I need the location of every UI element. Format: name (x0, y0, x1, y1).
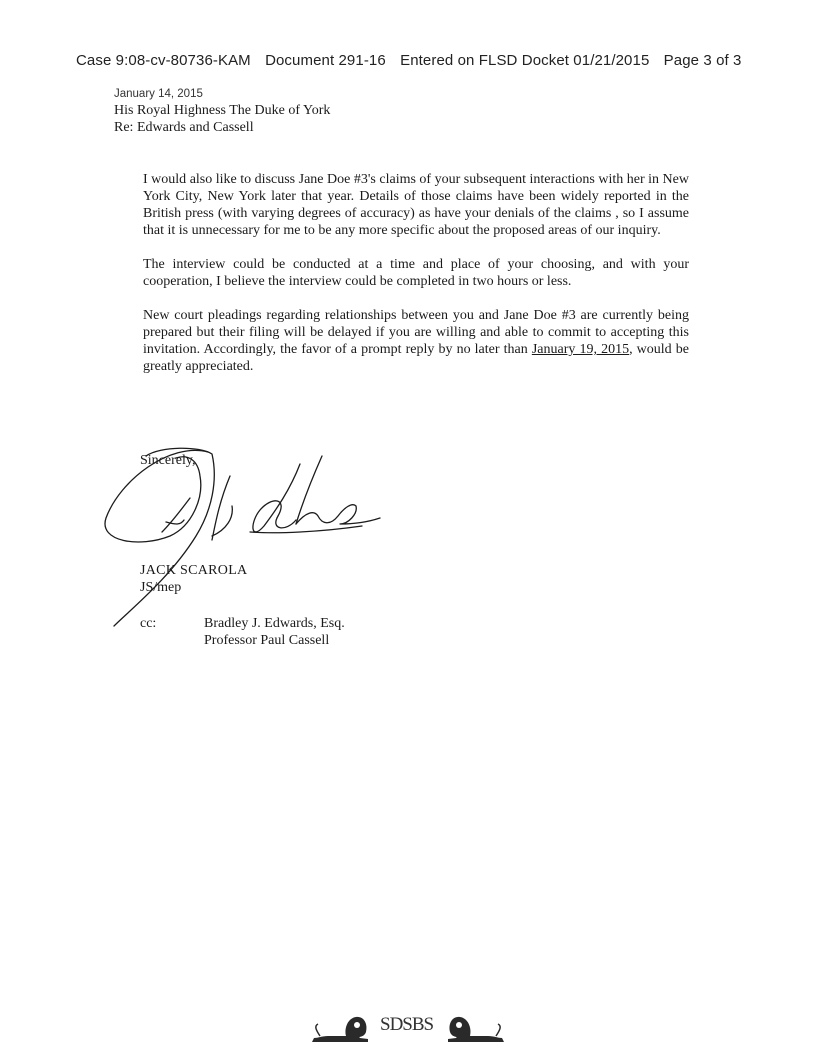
closing: Sincerely, (140, 453, 196, 468)
signer-name: JACK SCAROLA (140, 563, 248, 578)
docket-entry: Entered on FLSD Docket 01/21/2015 (400, 52, 650, 69)
logo-monogram: SDSBS (380, 1014, 434, 1035)
body-paragraph (143, 307, 689, 375)
body-paragraph: The interview could be conducted at a time and place of your choosing, and with your cooperation, I believe the interview could be completed in two hours or less. (143, 257, 689, 289)
case-number: Case 9:08-cv-80736-KAM (76, 52, 251, 69)
paragraph-text: , would be greatly appreciated. (143, 342, 689, 374)
recipient-line: His Royal Highness The Duke of York (114, 103, 331, 118)
typist-initials: JS/mep (140, 580, 182, 595)
lion-icon (310, 1014, 374, 1044)
handwritten-signature (100, 440, 390, 640)
cc-recipient: Professor Paul Cassell (204, 633, 330, 648)
paragraph-text: New court pleadings regarding relationships between you and Jane Doe #3 are currently being prepared but their filing will be delayed if you are willing and able to commit to accepting this invitation. Accordingly, the favor of a prompt reply by no later than (143, 308, 689, 357)
firm-logo (310, 1010, 506, 1046)
cc-recipient: Bradley J. Edwards, Esq. (204, 616, 345, 631)
body-paragraph: I would also like to discuss Jane Doe #3's claims of your subsequent interactions with her in New York City, New York later that year. Details of those claims have been widely reported in the British press (with varying degrees of accuracy) as have your denials of the claims , so I assume that it is unnecessary for me to be any more specific about the proposed areas of our inquiry. (143, 172, 689, 238)
page-indicator: Page 3 of 3 (663, 52, 742, 69)
cc-label: cc: (140, 616, 157, 631)
lion-icon (442, 1014, 506, 1044)
court-filing-header (76, 52, 752, 69)
letter-heading (114, 86, 330, 136)
subject-line: Re: Edwards and Cassell (114, 120, 254, 135)
letter-date: January 14, 2015 (114, 88, 203, 100)
reply-deadline: January 19, 2015 (531, 342, 630, 357)
cc-list (204, 615, 345, 649)
document-number: Document 291-16 (265, 52, 386, 69)
letter-body (143, 171, 689, 392)
